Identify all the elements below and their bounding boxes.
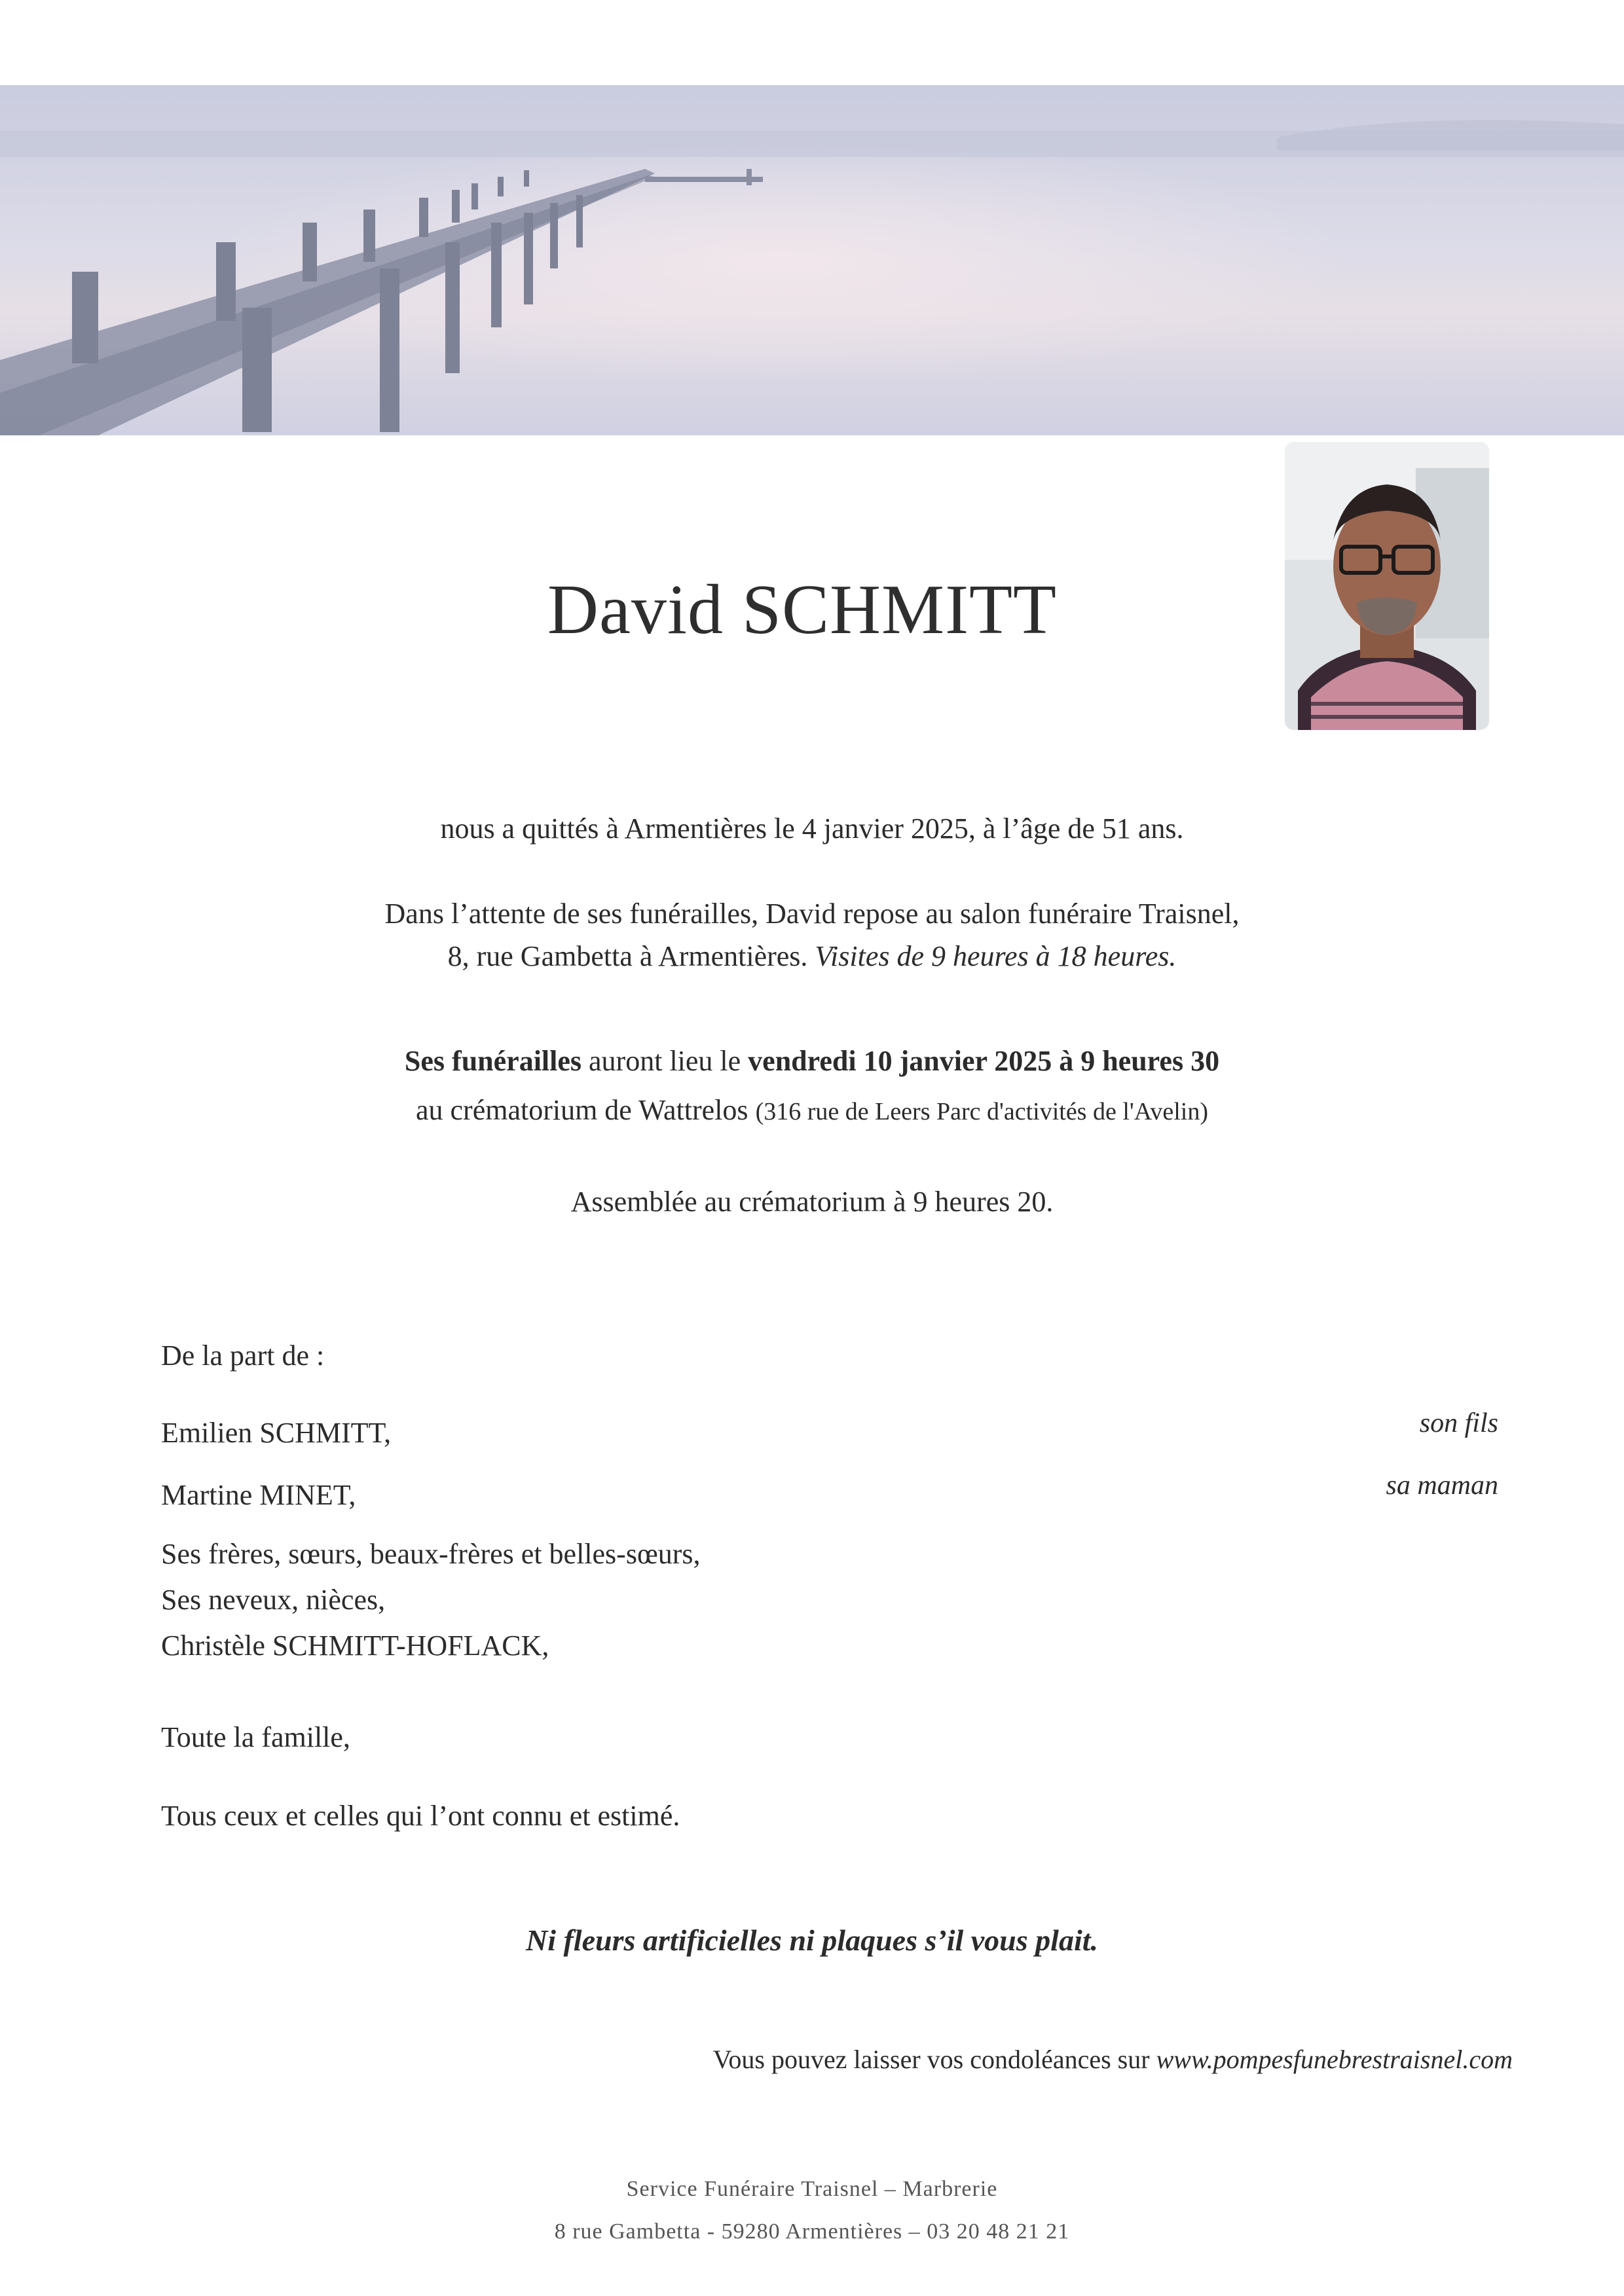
deceased-name: David SCHMITT — [547, 571, 1057, 649]
everyone-line: Tous ceux et celles qui l’ont connu et estimé. — [161, 1800, 680, 1832]
resting-address: 8, rue Gambetta à Armentières. — [447, 940, 808, 972]
crematorium-name: au crématorium de Wattrelos — [415, 1094, 748, 1126]
family-other-line: Ses neveux, nièces, — [161, 1584, 386, 1616]
funeral-date-time: vendredi 10 janvier 2025 à 9 heures 30 — [748, 1045, 1220, 1077]
resting-place-line: Dans l’attente de ses funérailles, David repose au salon funéraire Traisnel, — [384, 898, 1240, 930]
misty-lake-pier-image — [0, 85, 1624, 435]
family-other-line: Ses frères, sœurs, beaux-frères et belles-sœurs, — [161, 1538, 701, 1570]
footer-company: Service Funéraire Traisnel – Marbrerie — [626, 2177, 998, 2201]
all-family-line: Toute la famille, — [161, 1721, 350, 1753]
funeral-mid-text: auront lieu le — [589, 1045, 741, 1077]
funeral-label: Ses funérailles — [404, 1045, 582, 1077]
crematorium-line — [0, 1093, 1624, 1127]
condolences-text: Vous pouvez laisser vos condoléances sur — [712, 2045, 1150, 2074]
funeral-line — [0, 1044, 1624, 1078]
address-visits-line — [0, 939, 1624, 973]
family-member-name: Martine MINET, — [161, 1479, 356, 1511]
death-notice-line: nous a quittés à Armentières le 4 janvier 2025, à l’âge de 51 ans. — [440, 812, 1184, 845]
family-other-line: Christèle SCHMITT-HOFLACK, — [161, 1630, 549, 1662]
visiting-hours: Visites de 9 heures à 18 heures. — [815, 940, 1177, 972]
family-member-relation: son fils — [1419, 1408, 1498, 1438]
crematorium-address: (316 rue de Leers Parc d'activités de l'Avelin) — [755, 1098, 1209, 1125]
flowers-request: Ni fleurs artificielles ni plaques s’il vous plait. — [525, 1923, 1099, 1957]
assembly-line: Assemblée au crématorium à 9 heures 20. — [570, 1186, 1054, 1218]
family-member-relation: sa maman — [1386, 1470, 1498, 1501]
family-intro: De la part de : — [161, 1339, 325, 1372]
footer-address: 8 rue Gambetta - 59280 Armentières – 03 20 48 21 21 — [554, 2219, 1070, 2244]
family-member-name: Emilien SCHMITT, — [161, 1417, 392, 1449]
condolences-line — [713, 2044, 1513, 2075]
condolences-url[interactable]: www.pompesfunebrestraisnel.com — [1156, 2045, 1513, 2074]
